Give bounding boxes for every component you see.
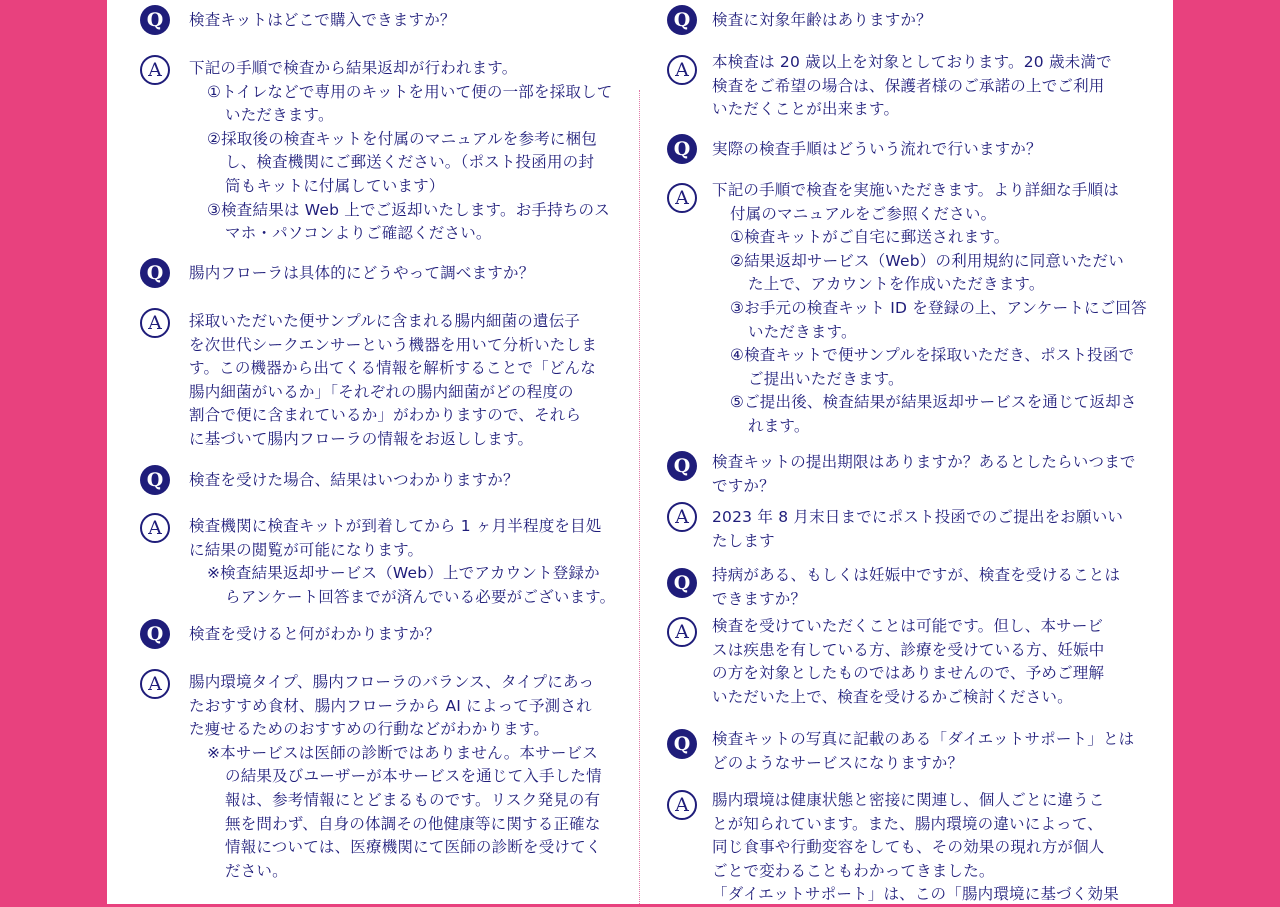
question-icon: Q [667,134,697,164]
answer-icon: A [667,183,697,213]
question-icon: Q [140,619,170,649]
question-text: 検査キットはどこで購入できますか？ [189,11,456,29]
answer-text: 下記の手順で検査を実施いただきます。より詳細な手順は 付属のマニュアルをご参照ください。 ①検査キットがご自宅に郵送されます。 ②結果返却サービス（Web）の利用規約に同意いただい た上で、アカウントを作成いただきます。 ③お手元の検査キット ID を登録の上、アンケートにご回答 いただきます。 ④検査キットで便サンプルを採取いただき、ポスト投函で ご提出いただきます。 ⑤ご提出後、検査結果が結果返却サービスを通じて返却さ れます。 [712,181,1147,435]
question-icon: Q [667,451,697,481]
question-text: 検査キットの提出期限はありますか？あるとしたらいつまで ですか？ [712,453,1136,495]
question-icon: Q [140,5,170,35]
question-text: 検査キットの写真に記載のある「ダイエットサポート」とは どのようなサービスになりますか？ [712,730,1135,772]
answer-icon: A [140,513,170,543]
question-icon: Q [667,5,697,35]
answer-icon: A [667,790,697,820]
question-icon: Q [140,465,170,495]
answer-icon: A [667,502,697,532]
faq-page [107,0,1173,904]
answer-text: 腸内環境は健康状態と密接に関連し、個人ごとに違うこ とが知られています。また、腸内環境の違いによって、 同じ食事や行動変容をしても、その効果の現れ方が個人 ごとで変わることもわかってきました。 「ダイエットサポート」は、この「腸内環境に基づく効果 [712,791,1119,904]
question-icon: Q [140,258,170,288]
question-text: 検査に対象年齢はありますか？ [712,11,932,29]
answer-icon: A [140,55,170,85]
answer-text: 本検査は 20 歳以上を対象としております。20 歳未満で 検査をご希望の場合は、保護者様のご承諾の上でご利用 いただくことが出来ます。 [712,53,1112,119]
question-text: 持病がある、もしくは妊娠中ですが、検査を受けることは できますか？ [712,566,1121,608]
question-text: 実際の検査手順はどういう流れで行いますか？ [712,140,1042,158]
question-text: 検査を受けた場合、結果はいつわかりますか？ [189,471,519,489]
answer-text: 下記の手順で検査から結果返却が行われます。 ①トイレなどで専用のキットを用いて便の一部を採取して いただきます。 ②採取後の検査キットを付属のマニュアルを参考に梱包 し、検査機関にご郵送ください。（ポスト投函用の封 筒もキットに付属しています） ③検査結果は Web 上でご返却いたします。お手持ちのス マホ・パソコンよりご確認ください。 [189,59,613,243]
question-icon: Q [667,568,697,598]
answer-text: 検査機関に検査キットが到着してから 1 ヶ月半程度を目処 に結果の閲覧が可能になります。 ※検査結果返却サービス（Web）上でアカウント登録か らアンケート回答までが済んでいる必要がございます。 [189,517,616,606]
answer-text: 採取いただいた便サンプルに含まれる腸内細菌の遺伝子 を次世代シークエンサーという機器を用いて分析いたしま す。この機器から出てくる情報を解析することで「どんな 腸内細菌がいるか」「それぞれの腸内細菌がどの程度の 割合で便に含まれているか」がわかりますので、それら に基づいて腸内フローラの情報をお返しします。 [189,312,597,448]
question-icon: Q [667,729,697,759]
answer-text: 検査を受けていただくことは可能です。但し、本サービ スは疾患を有している方、診療を受けている方、妊娠中 の方を対象としたものではありませんので、予めご理解 いただいた上で、検査を受けるかご検討ください。 [712,617,1105,706]
answer-text: 2023 年 8 月末日までにポスト投函でのご提出をお願いい たします [712,508,1124,550]
answer-icon: A [667,617,697,647]
question-text: 腸内フローラは具体的にどうやって調べますか？ [189,264,535,282]
column-divider [639,90,640,904]
answer-icon: A [667,55,697,85]
answer-text: 腸内環境タイプ、腸内フローラのバランス、タイプにあっ たおすすめ食材、腸内フローラから AI によって予測され た痩せるためのおすすめの行動などがわかります。 ※本サービスは医師の診断ではありません。本サービス の結果及びユーザーが本サービスを通じて入手した情 報は、参考情報にとどまるものです。リスク発見の有 無を問わず、自身の体調その他健康等に関する正確な 情報については、医療機関にて医師の診断を受けてく ださい。 [189,673,602,880]
answer-icon: A [140,308,170,338]
question-text: 検査を受けると何がわかりますか？ [189,625,441,643]
answer-icon: A [140,669,170,699]
